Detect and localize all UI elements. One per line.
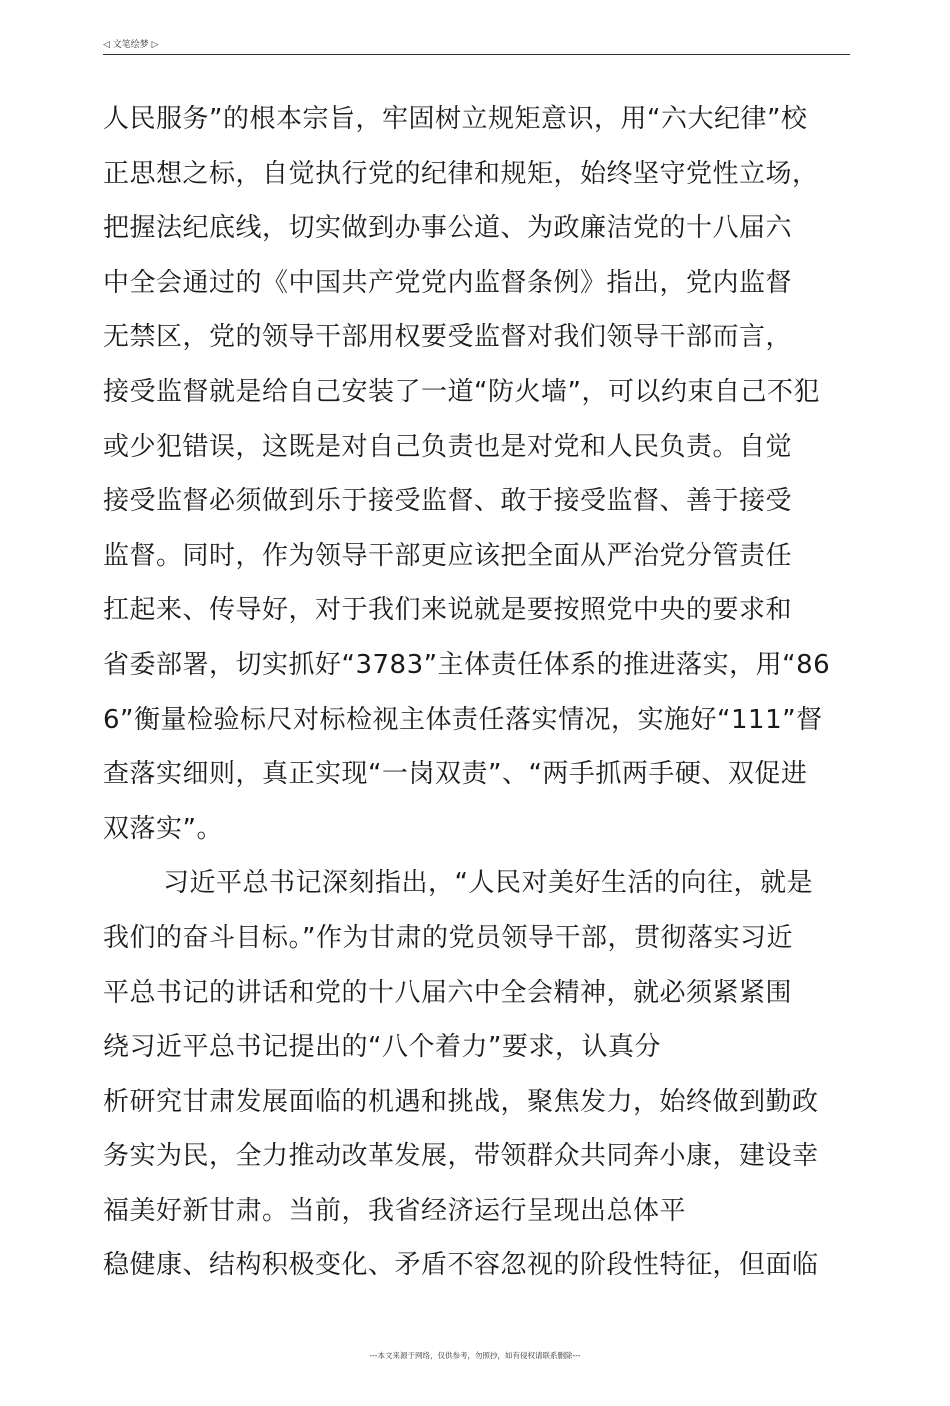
text-line: 接受监督就是给自己安装了一道“防火墙”，可以约束自己不犯	[103, 376, 820, 407]
text-line: 或少犯错误，这既是对自己负责也是对党和人民负责。自觉	[103, 431, 793, 462]
page-footer: ---本文来源于网络，仅供参考，勿照抄，如有侵权请联系删除---	[369, 1351, 581, 1360]
paragraph-first-line: 习近平总书记深刻指出，“人民对美好生活的向往，就是	[163, 868, 813, 899]
text-line: 把握法纪底线，切实做到办事公道、为政廉洁党的十八届六	[103, 213, 793, 244]
text-line: 平总书记的讲话和党的十八届六中全会精神，就必须紧紧围	[103, 977, 793, 1008]
text-line: 监督。同时，作为领导干部更应该把全面从严治党分管责任	[103, 540, 793, 571]
text-line: 务实为民，全力推动改革发展，带领群众共同奔小康，建设幸	[103, 1141, 819, 1172]
text-line: 析研究甘肃发展面临的机遇和挑战，聚焦发力，始终做到勤政	[103, 1086, 819, 1117]
text-line: 绕习近平总书记提出的“八个着力”要求，认真分	[103, 1032, 661, 1063]
text-line: 省委部署，切实抓好“3783”主体责任体系的推进落实，用“86	[103, 649, 831, 680]
text-line: 我们的奋斗目标。”作为甘肃的党员领导干部，贯彻落实习近	[103, 922, 793, 953]
text-line: 稳健康、结构积极变化、矛盾不容忽视的阶段性特征，但面临	[103, 1250, 819, 1281]
document-body	[103, 92, 863, 1293]
text-line: 6”衡量检验标尺对标检视主体责任落实情况，实施好“111”督	[103, 704, 823, 735]
text-line: 福美好新甘肃。当前，我省经济运行呈现出总体平	[103, 1195, 687, 1226]
header-text: ◁ 文笔绘梦 ▷	[103, 40, 159, 50]
text-line: 扛起来、传导好，对于我们来说就是要按照党中央的要求和	[103, 595, 793, 626]
text-line: 双落实”。	[103, 813, 223, 844]
text-line: 接受监督必须做到乐于接受监督、敢于接受监督、善于接受	[103, 486, 793, 517]
text-line: 查落实细则，真正实现“一岗双责”、“两手抓两手硬、双促进	[103, 759, 808, 790]
text-line: 中全会通过的《中国共产党党内监督条例》指出，党内监督	[103, 267, 793, 298]
text-line: 正思想之标，自觉执行党的纪律和规矩，始终坚守党性立场，	[103, 158, 819, 189]
text-line: 人民服务”的根本宗旨，牢固树立规矩意识，用“六大纪律”校	[103, 104, 808, 134]
page-header	[103, 38, 850, 55]
text-line: 无禁区，党的领导干部用权要受监督对我们领导干部而言，	[103, 322, 793, 353]
